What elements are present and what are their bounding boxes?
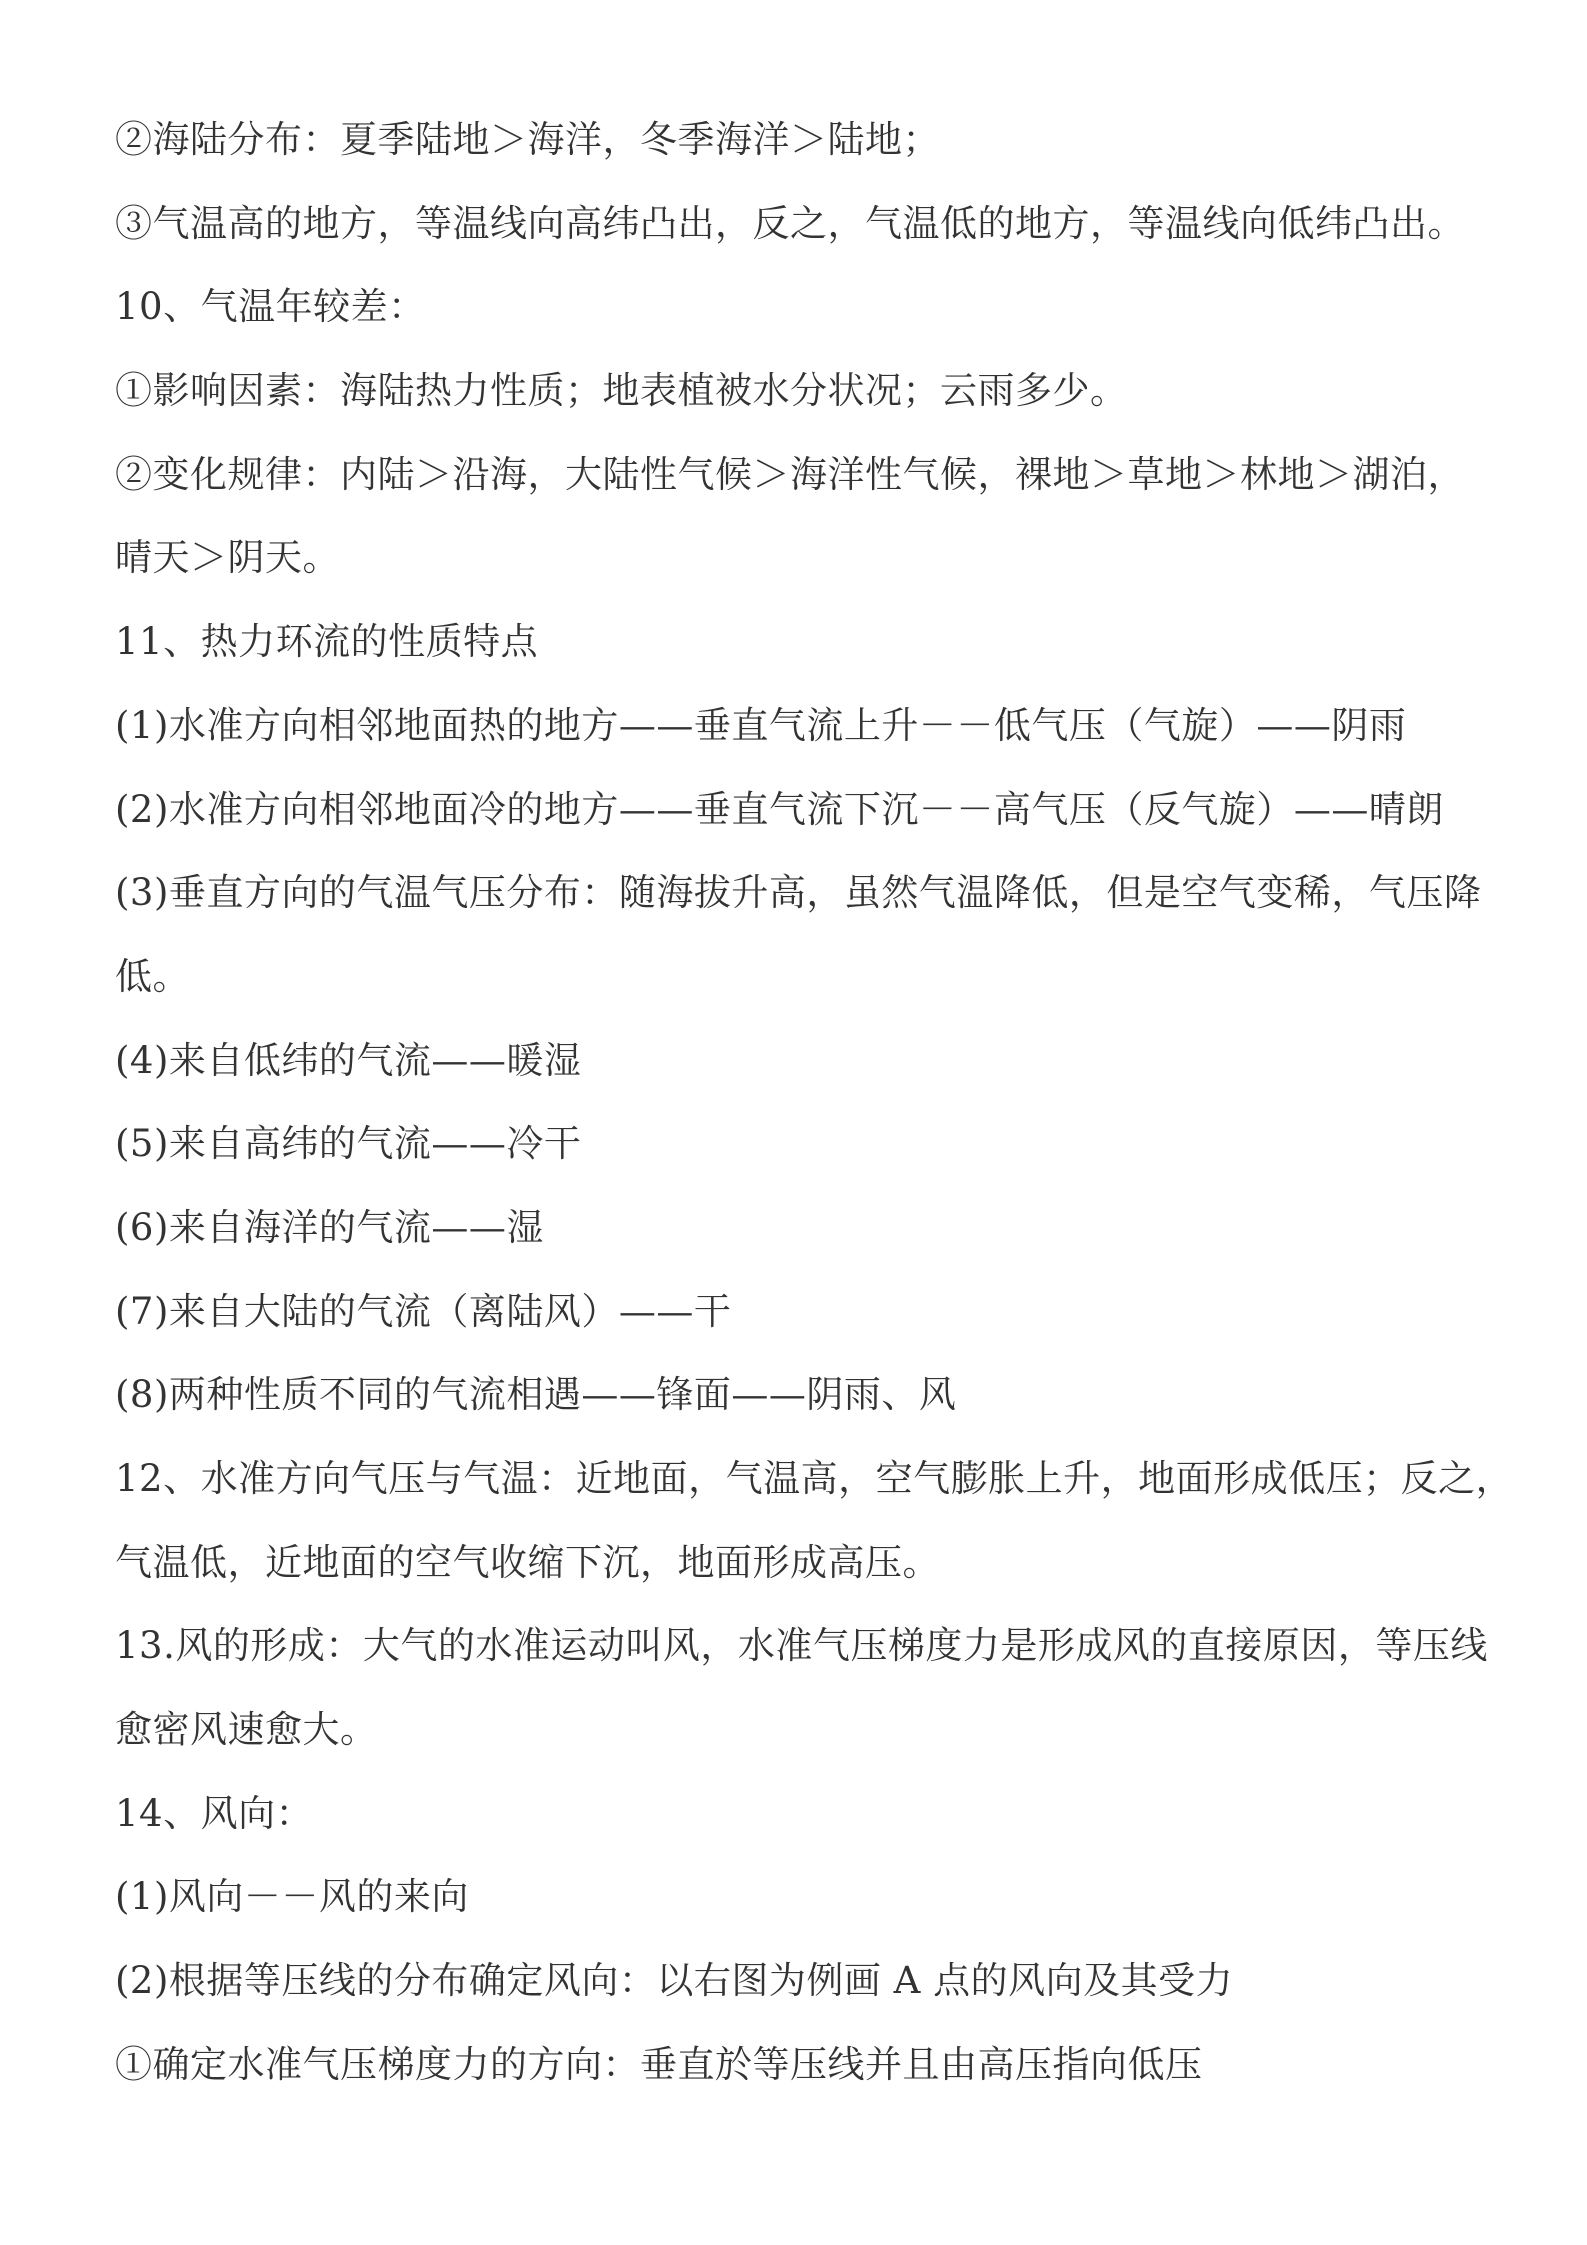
text-line: ②海陆分布：夏季陆地＞海洋，冬季海洋＞陆地； [115, 118, 940, 161]
text-line: (2)根据等压线的分布确定风向：以右图为例画 A 点的风向及其受力 [115, 1959, 1234, 2003]
document-page [115, 98, 1515, 2107]
text-line: 晴天＞阴天。 [115, 536, 340, 580]
text-line: ①影响因素：海陆热力性质；地表植被水分状况；云雨多少。 [115, 369, 1128, 413]
text-line: (4)来自低纬的气流——暖湿 [115, 1038, 582, 1082]
text-line: (1)水准方向相邻地面热的地方——垂直气流上升－－低气压（气旋）——阴雨 [115, 703, 1407, 747]
section-heading: 13.风的形成：大气的水准运动叫风，水准气压梯度力是形成风的直接原因，等压线 [115, 1624, 1488, 1668]
section-heading: 11、热力环流的性质特点 [115, 620, 539, 664]
text-line: (7)来自大陆的气流（离陆风）——干 [115, 1289, 732, 1333]
section-heading: 10、气温年较差： [115, 285, 426, 329]
text-line: (5)来自高纬的气流——冷干 [115, 1122, 582, 1166]
text-line: 低。 [115, 954, 190, 998]
text-line: (8)两种性质不同的气流相遇——锋面——阴雨、风 [115, 1373, 957, 1417]
text-line: 气温低，近地面的空气收缩下沉，地面形成高压。 [115, 1540, 940, 1584]
section-heading: 14、风向： [115, 1791, 314, 1835]
text-line: ②变化规律：内陆＞沿海，大陆性气候＞海洋性气候，裸地＞草地＞林地＞湖泊， [115, 452, 1465, 496]
text-line: (2)水准方向相邻地面冷的地方——垂直气流下沉－－高气压（反气旋）——晴朗 [115, 787, 1444, 831]
text-line: 愈密风速愈大。 [115, 1708, 378, 1752]
text-line: (6)来自海洋的气流——湿 [115, 1205, 544, 1249]
text-line: ③气温高的地方，等温线向高纬凸出，反之，气温低的地方，等温线向低纬凸出。 [115, 201, 1465, 245]
section-heading: 12、水准方向气压与气温：近地面，气温高，空气膨胀上升，地面形成低压；反之， [115, 1457, 1514, 1500]
text-line: ①确定水准气压梯度力的方向：垂直於等压线并且由高压指向低压 [115, 2042, 1203, 2086]
text-line: (3)垂直方向的气温气压分布：随海拔升高，虽然气温降低，但是空气变稀，气压降 [115, 871, 1482, 915]
text-line: (1)风向－－风的来向 [115, 1875, 469, 1919]
